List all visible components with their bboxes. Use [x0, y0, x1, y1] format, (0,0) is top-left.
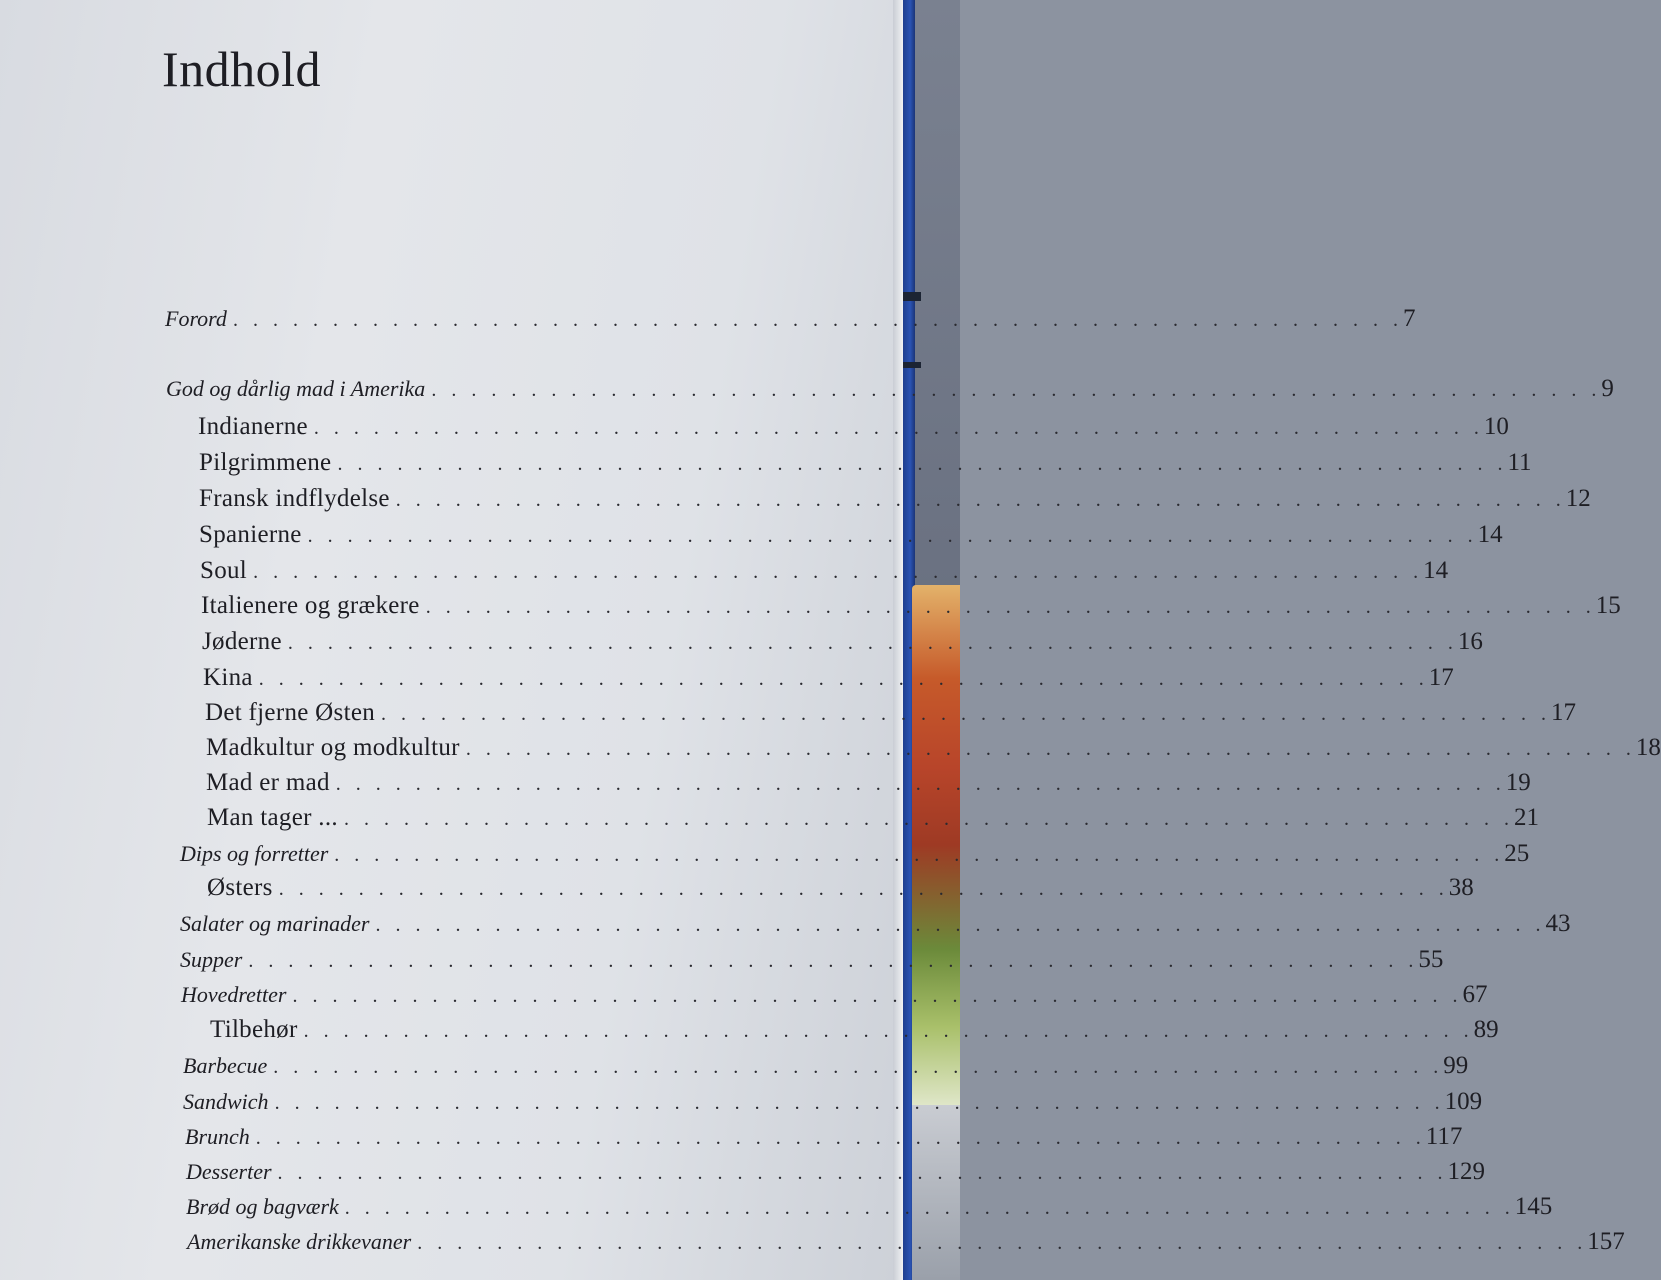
- toc-entry-title: Madkultur og modkultur: [206, 734, 460, 761]
- toc-entry: [183, 1088, 1483, 1122]
- toc-entry-title: Indianerne: [198, 413, 308, 440]
- toc-entry-title: Italienere og grækere: [201, 592, 420, 619]
- toc-entry-title: Forord: [165, 306, 227, 331]
- page-title: Indhold: [162, 41, 322, 97]
- toc-entry-title: Amerikanske drikkevaner: [187, 1229, 412, 1254]
- toc-entry: [183, 1052, 1469, 1086]
- toc-entry: [207, 804, 1539, 838]
- toc-entry-page-number: 157: [1587, 1228, 1625, 1255]
- toc-entry-title: Fransk indflydelse: [199, 485, 390, 512]
- dot-leader: . . . . . . . . . . . . . . . . . . . . . . . . . . . . . . . . . . . . . . . . . . . . . . . . . . . . . . . . . . .: [344, 1197, 1515, 1219]
- toc-entry: [207, 874, 1474, 908]
- toc-entry-page-number: 99: [1443, 1052, 1469, 1079]
- dot-leader: . . . . . . . . . . . . . . . . . . . . . . . . . . . . . . . . . . . . . . . . . . . . . . . . . . . . . . . . . . .: [232, 309, 1403, 331]
- toc-entry: [166, 375, 1614, 409]
- toc-entry-page-number: 25: [1504, 840, 1530, 867]
- toc-entry-title: Østers: [207, 874, 273, 901]
- toc-entry: [165, 305, 1416, 339]
- toc-entry: [185, 1123, 1463, 1157]
- dot-leader: . . . . . . . . . . . . . . . . . . . . . . . . . . . . . . . . . . . . . . . . . . . . . . . . . . . . . . . . . . .: [248, 950, 1419, 972]
- toc-entry-page-number: 89: [1473, 1016, 1499, 1043]
- dot-leader: . . . . . . . . . . . . . . . . . . . . . . . . . . . . . . . . . . . . . . . . . . . . . . . . . . . . . . . . . . .: [313, 417, 1484, 439]
- dot-leader: . . . . . . . . . . . . . . . . . . . . . . . . . . . . . . . . . . . . . . . . . . . . . . . . . . . . . . . . . . .: [287, 632, 1458, 654]
- toc-entry: [210, 1016, 1499, 1050]
- toc-entry-title: Desserter: [186, 1159, 272, 1184]
- toc-entry-title: Det fjerne Østen: [205, 699, 376, 726]
- toc-entry-title: Mad er mad: [206, 769, 330, 796]
- toc-entry: [180, 840, 1530, 874]
- toc-entry-title: Salater og marinader: [180, 911, 370, 936]
- dot-leader: . . . . . . . . . . . . . . . . . . . . . . . . . . . . . . . . . . . . . . . . . . . . . . . . . . . . . . . . . . .: [255, 1127, 1426, 1149]
- toc-entry-page-number: 18: [1635, 734, 1661, 761]
- toc-entry-page-number: 145: [1514, 1193, 1553, 1220]
- toc-entry-title: Jøderne: [202, 628, 282, 655]
- toc-entry-title: Supper: [180, 947, 243, 972]
- toc-entry-page-number: 55: [1418, 946, 1444, 973]
- toc-entry-title: Man tager ...: [207, 804, 338, 831]
- toc-entry: [205, 699, 1577, 733]
- toc-entry: [201, 592, 1621, 626]
- toc-entry-title: Brød og bagværk: [186, 1194, 339, 1219]
- toc-entry: [203, 664, 1454, 698]
- toc-entry-title: Spanierne: [199, 521, 302, 548]
- dot-leader: . . . . . . . . . . . . . . . . . . . . . . . . . . . . . . . . . . . . . . . . . . . . . . . . . . . . . . . . . . .: [273, 1056, 1444, 1078]
- toc-entry-page-number: 109: [1444, 1088, 1483, 1115]
- toc-entry: [180, 946, 1444, 980]
- dot-leader: . . . . . . . . . . . . . . . . . . . . . . . . . . . . . . . . . . . . . . . . . . . . . . . . . . . . . . . . . . .: [303, 1020, 1474, 1042]
- toc-entry-page-number: 9: [1601, 375, 1614, 402]
- dot-leader: . . . . . . . . . . . . . . . . . . . . . . . . . . . . . . . . . . . . . . . . . . . . . . . . . . . . . . . . . . .: [335, 773, 1506, 795]
- toc-entry-page-number: 7: [1402, 305, 1416, 332]
- dot-leader: . . . . . . . . . . . . . . . . . . . . . . . . . . . . . . . . . . . . . . . . . . . . . . . . . . . . . . . . . . .: [337, 453, 1508, 475]
- toc-entry-title: Sandwich: [183, 1089, 269, 1114]
- dot-leader: . . . . . . . . . . . . . . . . . . . . . . . . . . . . . . . . . . . . . . . . . . . . . . . . . . . . . . . . . . .: [307, 525, 1478, 547]
- dot-leader: . . . . . . . . . . . . . . . . . . . . . . . . . . . . . . . . . . . . . . . . . . . . . . . . . . . . . . . . . . .: [278, 878, 1449, 900]
- toc-entry-title: Pilgrimmene: [199, 449, 332, 476]
- toc-entry: [187, 1228, 1625, 1262]
- toc-entry-page-number: 14: [1423, 557, 1449, 584]
- toc-entry-page-number: 17: [1428, 664, 1454, 691]
- dot-leader: . . . . . . . . . . . . . . . . . . . . . . . . . . . . . . . . . . . . . . . . . . . . . . . . . . . . . . . . . . .: [343, 808, 1514, 830]
- dot-leader: . . . . . . . . . . . . . . . . . . . . . . . . . . . . . . . . . . . . . . . . . . . . . . . . . . . . . . . . . . .: [431, 379, 1602, 401]
- toc-entry: [199, 521, 1503, 555]
- toc-entry-title: Kina: [203, 664, 253, 691]
- toc-entry-page-number: 129: [1447, 1158, 1486, 1185]
- toc-entry: [180, 910, 1571, 944]
- toc-entry: [198, 413, 1509, 447]
- toc-entry: [199, 449, 1532, 483]
- toc-entry-page-number: 12: [1565, 485, 1591, 512]
- toc-entry: [199, 485, 1591, 519]
- spine-mark: [903, 292, 921, 301]
- toc-entry: [186, 1158, 1486, 1192]
- toc-entry-title: Tilbehør: [210, 1016, 298, 1043]
- toc-entry-page-number: 38: [1448, 874, 1474, 901]
- spine-mark: [903, 362, 921, 368]
- toc-entry-page-number: 19: [1505, 769, 1531, 796]
- toc-entry-page-number: 16: [1457, 628, 1483, 655]
- toc-entry-title: Soul: [200, 557, 248, 584]
- toc-entry: [202, 628, 1483, 662]
- toc-entry-title: Dips og forretter: [180, 841, 329, 866]
- toc-entry-page-number: 15: [1595, 592, 1621, 619]
- dot-leader: . . . . . . . . . . . . . . . . . . . . . . . . . . . . . . . . . . . . . . . . . . . . . . . . . . . . . . . . . . .: [381, 703, 1552, 725]
- toc-entry-page-number: 10: [1483, 413, 1509, 440]
- toc-entry-page-number: 14: [1477, 521, 1503, 548]
- toc-entry-page-number: 67: [1462, 981, 1488, 1008]
- toc-entry-page-number: 43: [1545, 910, 1571, 937]
- dot-leader: . . . . . . . . . . . . . . . . . . . . . . . . . . . . . . . . . . . . . . . . . . . . . . . . . . . . . . . . . . .: [274, 1092, 1445, 1114]
- dot-leader: . . . . . . . . . . . . . . . . . . . . . . . . . . . . . . . . . . . . . . . . . . . . . . . . . . . . . . . . . . .: [375, 914, 1546, 936]
- dot-leader: . . . . . . . . . . . . . . . . . . . . . . . . . . . . . . . . . . . . . . . . . . . . . . . . . . . . . . . . . . .: [258, 668, 1429, 690]
- toc-entry-title: God og dårlig mad i Amerika: [166, 376, 426, 401]
- toc-entry-page-number: 117: [1425, 1123, 1463, 1150]
- dot-leader: . . . . . . . . . . . . . . . . . . . . . . . . . . . . . . . . . . . . . . . . . . . . . . . . . . . . . . . . . . .: [417, 1232, 1588, 1254]
- dot-leader: . . . . . . . . . . . . . . . . . . . . . . . . . . . . . . . . . . . . . . . . . . . . . . . . . . . . . . . . . . .: [465, 738, 1636, 760]
- dot-leader: . . . . . . . . . . . . . . . . . . . . . . . . . . . . . . . . . . . . . . . . . . . . . . . . . . . . . . . . . . .: [425, 596, 1596, 618]
- dot-leader: . . . . . . . . . . . . . . . . . . . . . . . . . . . . . . . . . . . . . . . . . . . . . . . . . . . . . . . . . . .: [277, 1162, 1448, 1184]
- toc-entry: [181, 981, 1488, 1015]
- dot-leader: . . . . . . . . . . . . . . . . . . . . . . . . . . . . . . . . . . . . . . . . . . . . . . . . . . . . . . . . . . .: [253, 561, 1424, 583]
- toc-entry-page-number: 17: [1551, 699, 1577, 726]
- toc-entry-page-number: 11: [1507, 449, 1532, 476]
- toc-entry: [200, 557, 1449, 591]
- toc-entry: [186, 1193, 1553, 1227]
- toc-entry-title: Barbecue: [183, 1053, 268, 1078]
- dot-leader: . . . . . . . . . . . . . . . . . . . . . . . . . . . . . . . . . . . . . . . . . . . . . . . . . . . . . . . . . . .: [292, 985, 1463, 1007]
- toc-entry-title: Brunch: [185, 1124, 250, 1149]
- toc-entry: [206, 769, 1531, 803]
- toc-entry: [206, 734, 1661, 768]
- toc-entry-title: Hovedretter: [181, 982, 287, 1007]
- dot-leader: . . . . . . . . . . . . . . . . . . . . . . . . . . . . . . . . . . . . . . . . . . . . . . . . . . . . . . . . . . .: [334, 844, 1505, 866]
- dot-leader: . . . . . . . . . . . . . . . . . . . . . . . . . . . . . . . . . . . . . . . . . . . . . . . . . . . . . . . . . . .: [395, 489, 1566, 511]
- toc-entry-page-number: 21: [1513, 804, 1539, 831]
